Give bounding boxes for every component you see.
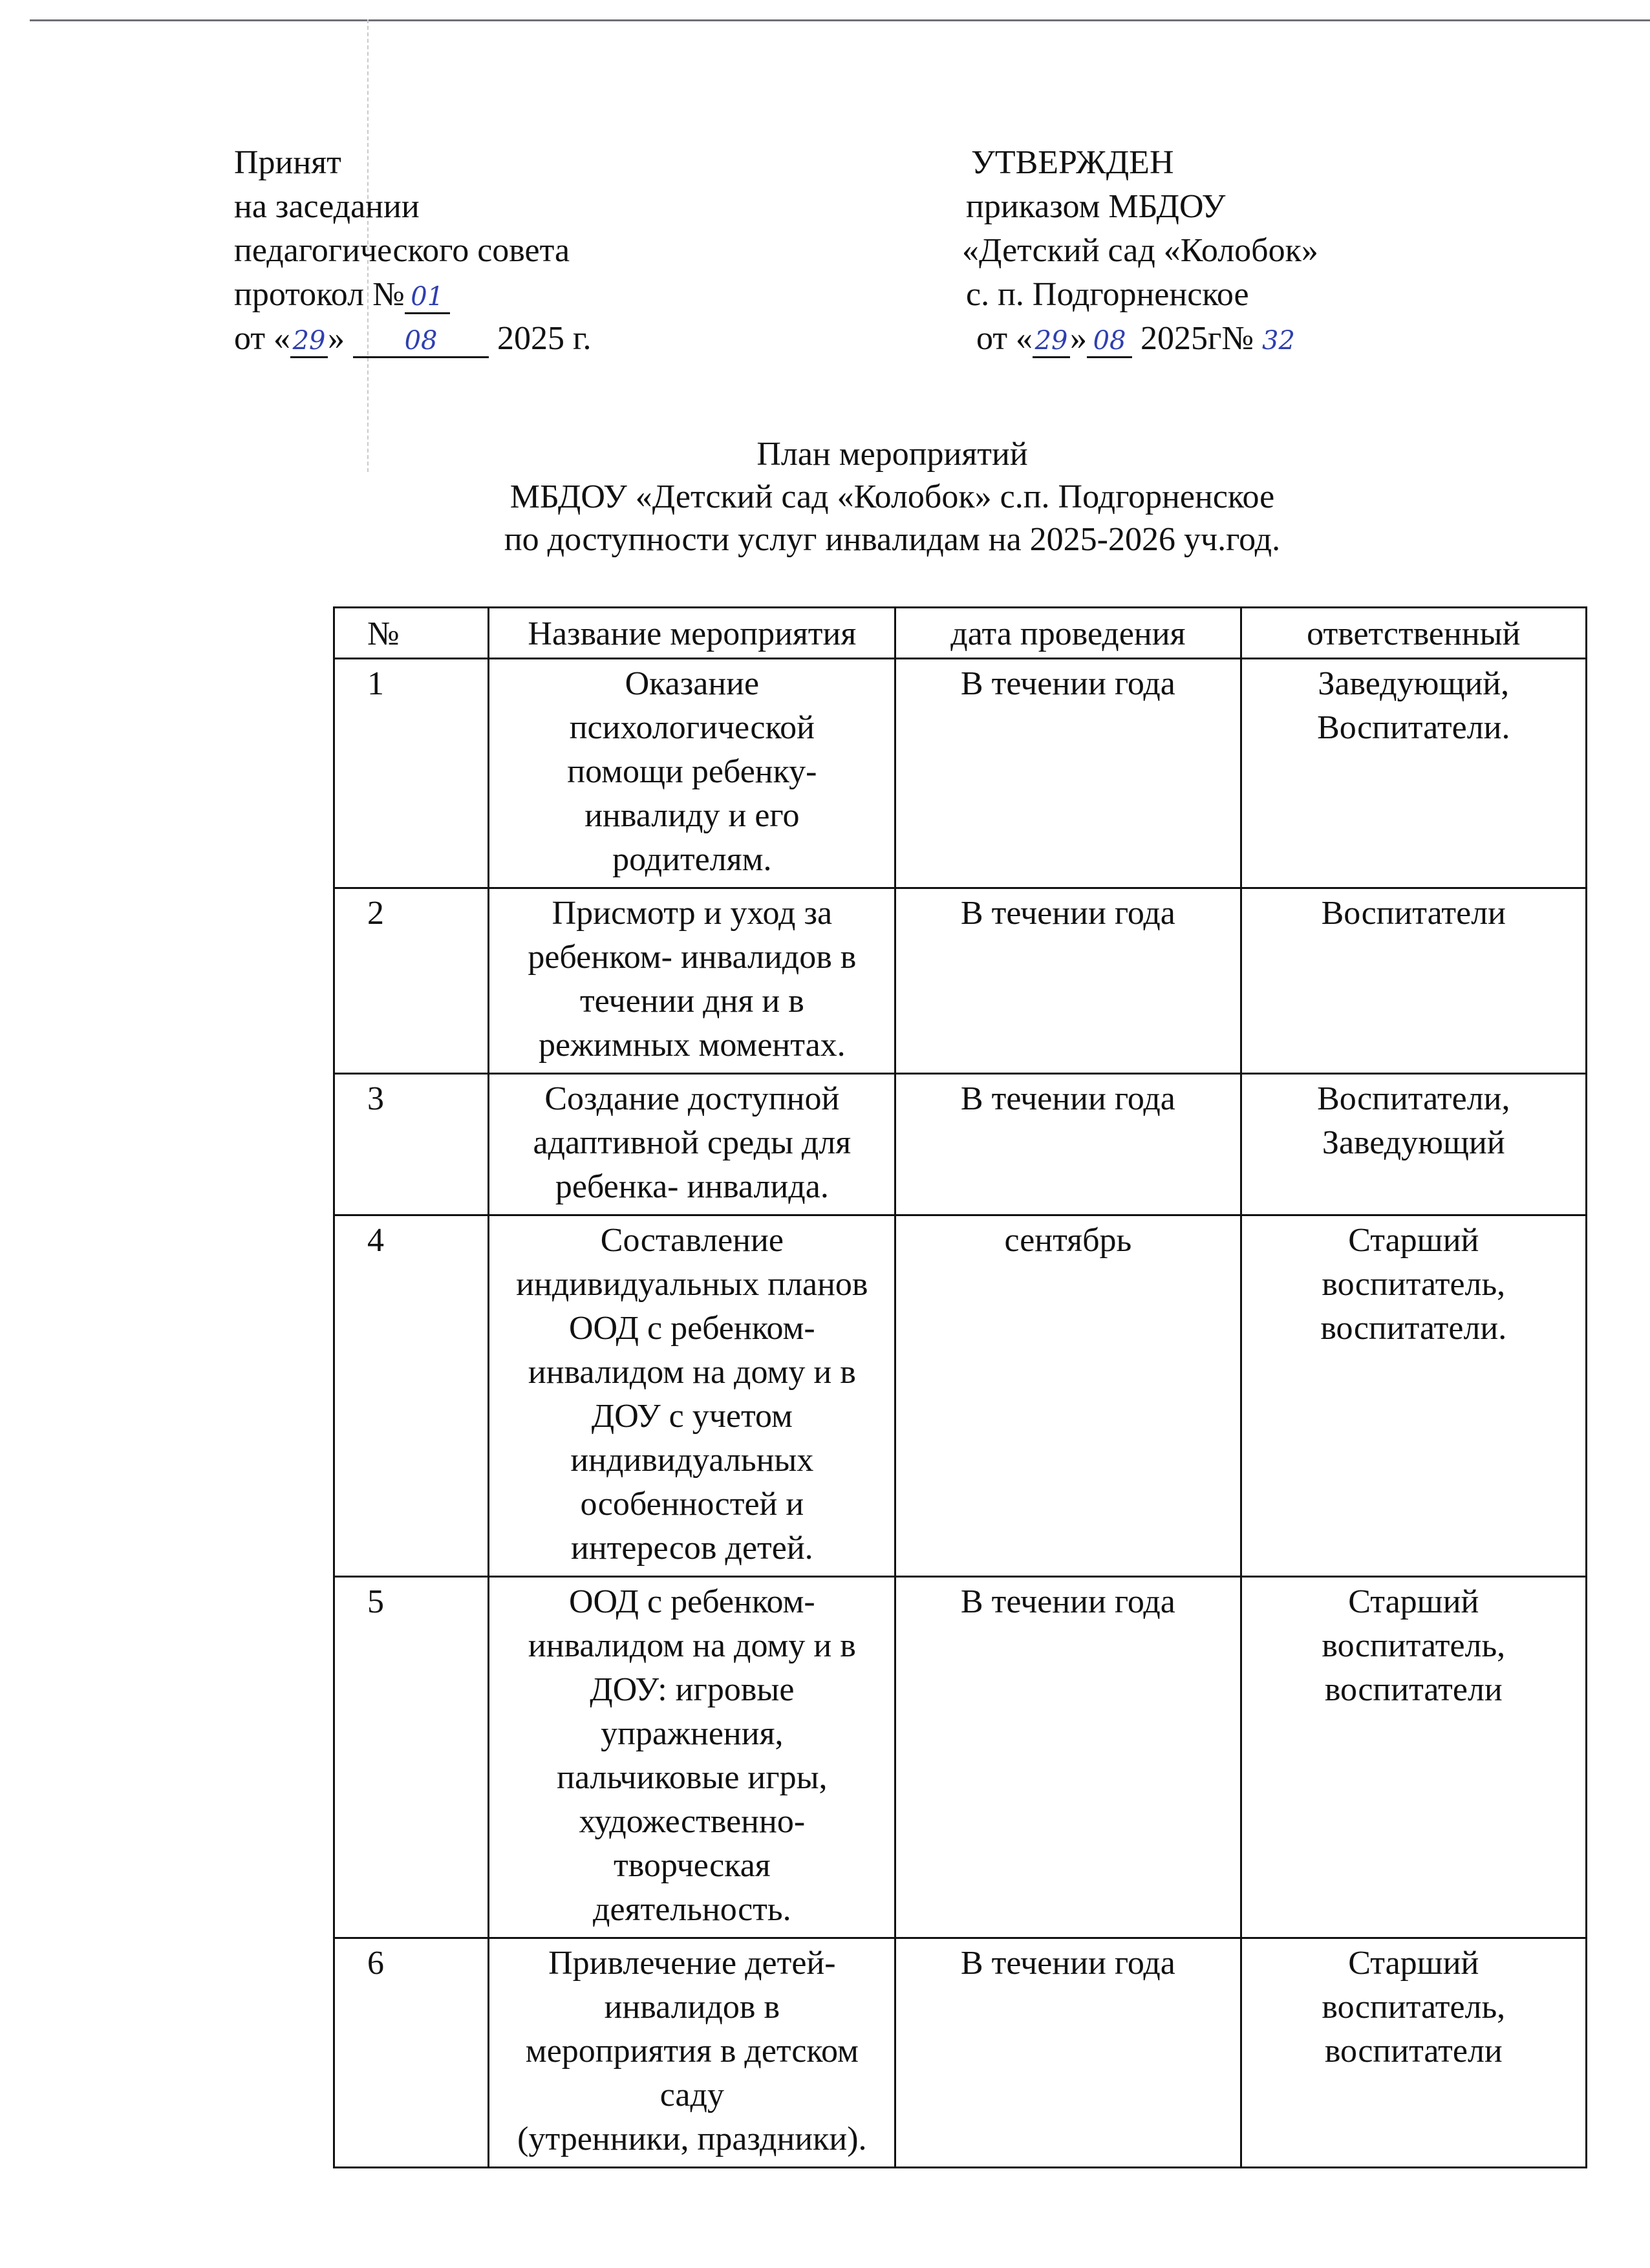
accepted-meeting: на заседании — [234, 188, 420, 225]
document-title — [362, 433, 1422, 561]
event-name-line: Составление — [600, 1222, 784, 1259]
event-name-line: Оказание — [625, 665, 760, 702]
accepted-month-handwritten: 08 — [353, 325, 489, 358]
event-name-line: интересов детей. — [571, 1530, 813, 1567]
header-responsible: ответственный — [1241, 608, 1586, 659]
event-name-line: (утренники, праздники). — [517, 2121, 867, 2157]
event-name — [489, 659, 895, 888]
event-name-line: творческая — [613, 1847, 771, 1884]
event-date: В течении года — [895, 1938, 1241, 2168]
event-name-line: саду — [659, 2077, 724, 2113]
approved-date: от «29» 08 2025г№ 32 — [976, 320, 1295, 357]
title-line-1: План мероприятий — [756, 436, 1028, 473]
responsible-line: Старший — [1348, 1945, 1479, 1982]
event-name-line: особенностей и — [580, 1486, 804, 1523]
event-name-line: пальчиковые игры, — [557, 1759, 828, 1796]
event-name — [489, 1215, 895, 1577]
responsible-line: воспитатель, — [1322, 1627, 1506, 1664]
row-number: 3 — [334, 1074, 489, 1215]
event-date: В течении года — [895, 888, 1241, 1074]
event-name-line: инвалиду и его — [584, 797, 800, 834]
table-row — [334, 1074, 1587, 1215]
scan-edge-line — [30, 19, 1650, 21]
event-name-line: упражнения, — [601, 1715, 784, 1752]
event-name-line: ООД с ребенком- — [569, 1583, 815, 1620]
event-name-line: Присмотр и уход за — [552, 895, 833, 932]
event-name-line: родителям. — [612, 841, 772, 878]
events-plan-table — [333, 606, 1587, 2168]
event-name-line: течении дня и в — [579, 983, 804, 1020]
event-name-line: инвалидом на дому и в — [528, 1627, 856, 1664]
row-number: 4 — [334, 1215, 489, 1577]
event-name — [489, 1938, 895, 2168]
approved-day-handwritten: 29 — [1033, 325, 1070, 358]
protocol-number-handwritten: 01 — [405, 281, 450, 314]
event-name-line: Привлечение детей- — [548, 1945, 836, 1982]
approval-accepted-block — [234, 141, 592, 361]
event-responsible — [1241, 1577, 1586, 1938]
event-responsible — [1241, 1938, 1586, 2168]
event-name-line: ребенком- инвалидов в — [528, 939, 857, 976]
event-name-line: индивидуальных — [570, 1442, 814, 1479]
event-name-line: деятельность. — [593, 1891, 791, 1928]
responsible-line: воспитатели. — [1320, 1310, 1507, 1347]
event-date: сентябрь — [895, 1215, 1241, 1577]
responsible-line: воспитатель, — [1322, 1989, 1506, 2026]
event-name-line: режимных моментах. — [539, 1027, 846, 1064]
accepted-date: от «29» 08 2025 г. — [234, 320, 592, 357]
row-number: 5 — [334, 1577, 489, 1938]
event-responsible — [1241, 659, 1586, 888]
table-header-row — [334, 608, 1587, 659]
responsible-line: Воспитатели. — [1317, 709, 1510, 746]
event-name-line: ДОУ с учетом — [591, 1398, 793, 1435]
row-number: 1 — [334, 659, 489, 888]
table-row — [334, 888, 1587, 1074]
responsible-line: Заведующий, — [1318, 665, 1510, 702]
event-name — [489, 1577, 895, 1938]
header-event-name: Название мероприятия — [489, 608, 895, 659]
accepted-label: Принят — [234, 144, 341, 181]
event-name — [489, 1074, 895, 1215]
row-number: 2 — [334, 888, 489, 1074]
responsible-line: Старший — [1348, 1222, 1479, 1259]
title-line-3: по доступности услуг инвалидам на 2025-2026 уч.год. — [504, 521, 1281, 558]
event-name-line: адаптивной среды для — [533, 1124, 852, 1161]
approved-settlement: с. п. Подгорненское — [966, 276, 1249, 313]
title-line-2: МБДОУ «Детский сад «Колобок» с.п. Подгорненское — [509, 478, 1275, 515]
responsible-line: воспитатели — [1324, 2033, 1503, 2070]
table-row — [334, 659, 1587, 888]
header-number: № — [334, 608, 489, 659]
event-responsible — [1241, 1215, 1586, 1577]
event-name-line: Создание доступной — [544, 1080, 840, 1117]
approved-month-handwritten: 08 — [1087, 325, 1132, 358]
event-date: В течении года — [895, 659, 1241, 888]
event-responsible — [1241, 1074, 1586, 1215]
approval-approved-block — [962, 141, 1318, 361]
event-name-line: ДОУ: игровые — [590, 1671, 795, 1708]
table-row — [334, 1215, 1587, 1577]
event-date: В течении года — [895, 1074, 1241, 1215]
responsible-line: Старший — [1348, 1583, 1479, 1620]
event-name-line: инвалидов в — [604, 1989, 780, 2026]
event-name-line: помощи ребенку- — [567, 753, 817, 790]
event-date: В течении года — [895, 1577, 1241, 1938]
event-name — [489, 888, 895, 1074]
responsible-line: Воспитатели — [1321, 895, 1506, 932]
responsible-line: воспитатели — [1324, 1671, 1503, 1708]
accepted-council: педагогического совета — [234, 232, 570, 269]
event-name-line: ООД с ребенком- — [569, 1310, 815, 1347]
event-name-line: инвалидом на дому и в — [528, 1354, 856, 1391]
event-name-line: ребенка- инвалида. — [555, 1168, 829, 1205]
table-row — [334, 1938, 1587, 2168]
approved-order: приказом МБДОУ — [966, 188, 1226, 225]
order-number-handwritten: 32 — [1262, 326, 1295, 356]
accepted-day-handwritten: 29 — [290, 325, 328, 358]
approved-label: УТВЕРЖДЕН — [971, 144, 1174, 181]
event-responsible — [1241, 888, 1586, 1074]
responsible-line: Заведующий — [1322, 1124, 1505, 1161]
header-date: дата проведения — [895, 608, 1241, 659]
table-row — [334, 1577, 1587, 1938]
event-name-line: индивидуальных планов — [516, 1266, 868, 1303]
responsible-line: Воспитатели, — [1317, 1080, 1510, 1117]
responsible-line: воспитатель, — [1322, 1266, 1506, 1303]
approved-institution: «Детский сад «Колобок» — [962, 232, 1318, 269]
event-name-line: мероприятия в детском — [525, 2033, 859, 2070]
row-number: 6 — [334, 1938, 489, 2168]
event-name-line: художественно- — [579, 1803, 806, 1840]
accepted-protocol: протокол № 01 — [234, 273, 592, 317]
event-name-line: психологической — [569, 709, 815, 746]
